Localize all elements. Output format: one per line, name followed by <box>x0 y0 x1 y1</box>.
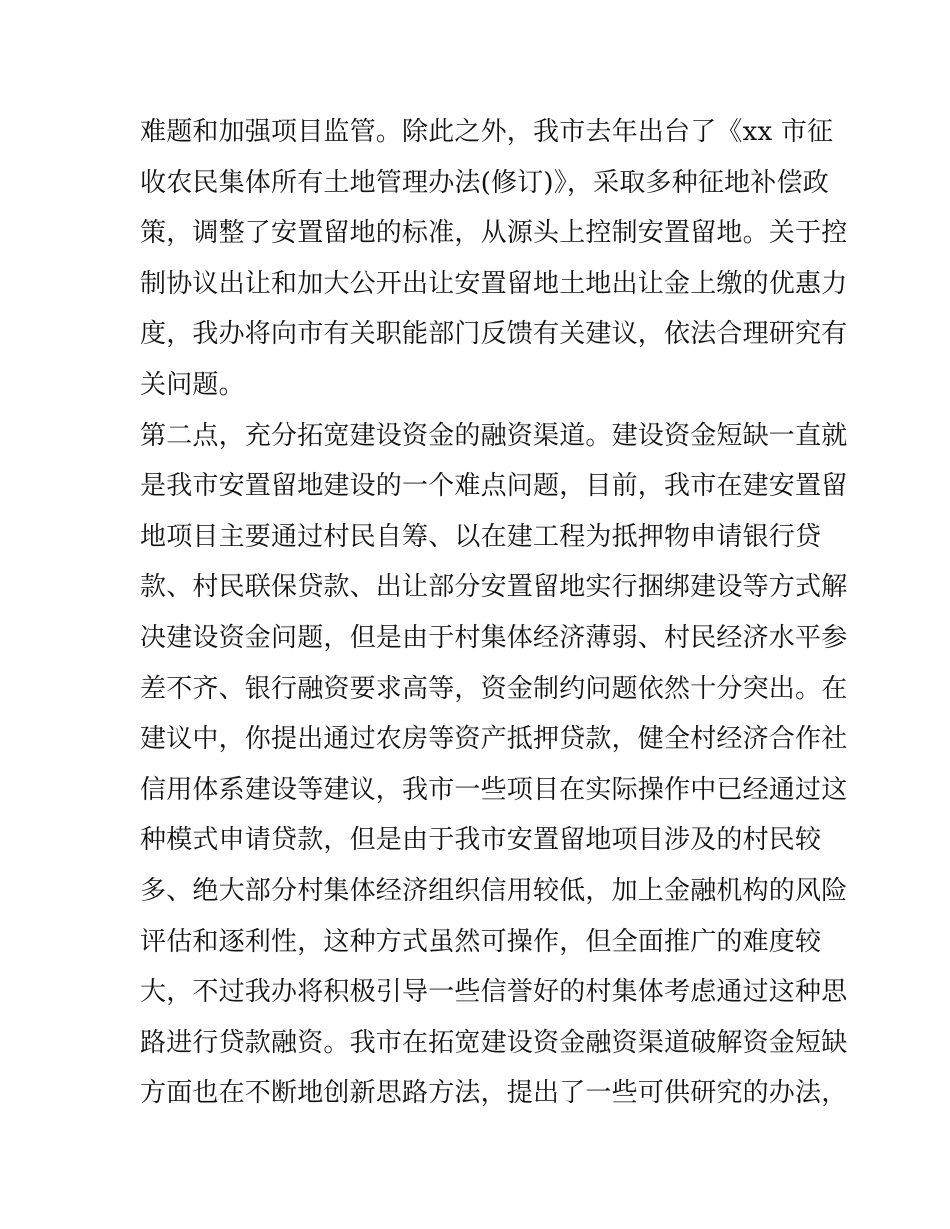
text-line: 大，不过我办将积极引导一些信誉好的村集体考虑通过这种思 <box>140 977 848 1008</box>
text-line: 款、村民联保贷款、出让部分安置留地实行捆绑建设等方式解 <box>140 572 848 603</box>
text-line: 方面也在不断地创新思路方法，提出了一些可供研究的办法， <box>140 1078 848 1109</box>
document-body <box>140 107 848 1119</box>
text-line: 地项目主要通过村民自筹、以在建工程为抵押物申请银行贷 <box>140 521 822 552</box>
text-line: 评估和逐利性，这种方式虽然可操作，但全面推广的难度较 <box>140 926 822 957</box>
text-line: 决建设资金问题，但是由于村集体经济薄弱、村民经济水平参 <box>140 622 848 653</box>
text-line: 建议中，你提出通过农房等资产抵押贷款，健全村经济合作社 <box>140 724 848 755</box>
text-line: 难题和加强项目监管。除此之外，我市去年出台了《xx 市征 <box>140 117 834 147</box>
text-line: 种模式申请贷款，但是由于我市安置留地项目涉及的村民较 <box>140 825 822 856</box>
text-line: 路进行贷款融资。我市在拓宽建设资金融资渠道破解资金短缺 <box>140 1027 848 1058</box>
text-line: 策，调整了安置留地的标准，从源头上控制安置留地。关于控 <box>140 218 848 249</box>
text-line: 度，我办将向市有关职能部门反馈有关建议，依法合理研究有 <box>140 319 848 350</box>
text-line: 收农民集体所有土地管理办法(修订)》，采取多种征地补偿政 <box>140 167 829 198</box>
text-line: 信用体系建设等建议，我市一些项目在实际操作中已经通过这 <box>140 774 848 805</box>
text-line: 第二点，充分拓宽建设资金的融资渠道。建设资金短缺一直就 <box>140 420 848 451</box>
text-line: 差不齐、银行融资要求高等，资金制约问题依然十分突出。在 <box>140 673 848 704</box>
text-line: 多、绝大部分村集体经济组织信用较低，加上金融机构的风险 <box>140 875 848 906</box>
text-line: 是我市安置留地建设的一个难点问题，目前，我市在建安置留 <box>140 471 848 502</box>
text-line: 制协议出让和加大公开出让安置留地土地出让金上缴的优惠力 <box>140 268 848 299</box>
text-line: 关问题。 <box>140 369 245 400</box>
